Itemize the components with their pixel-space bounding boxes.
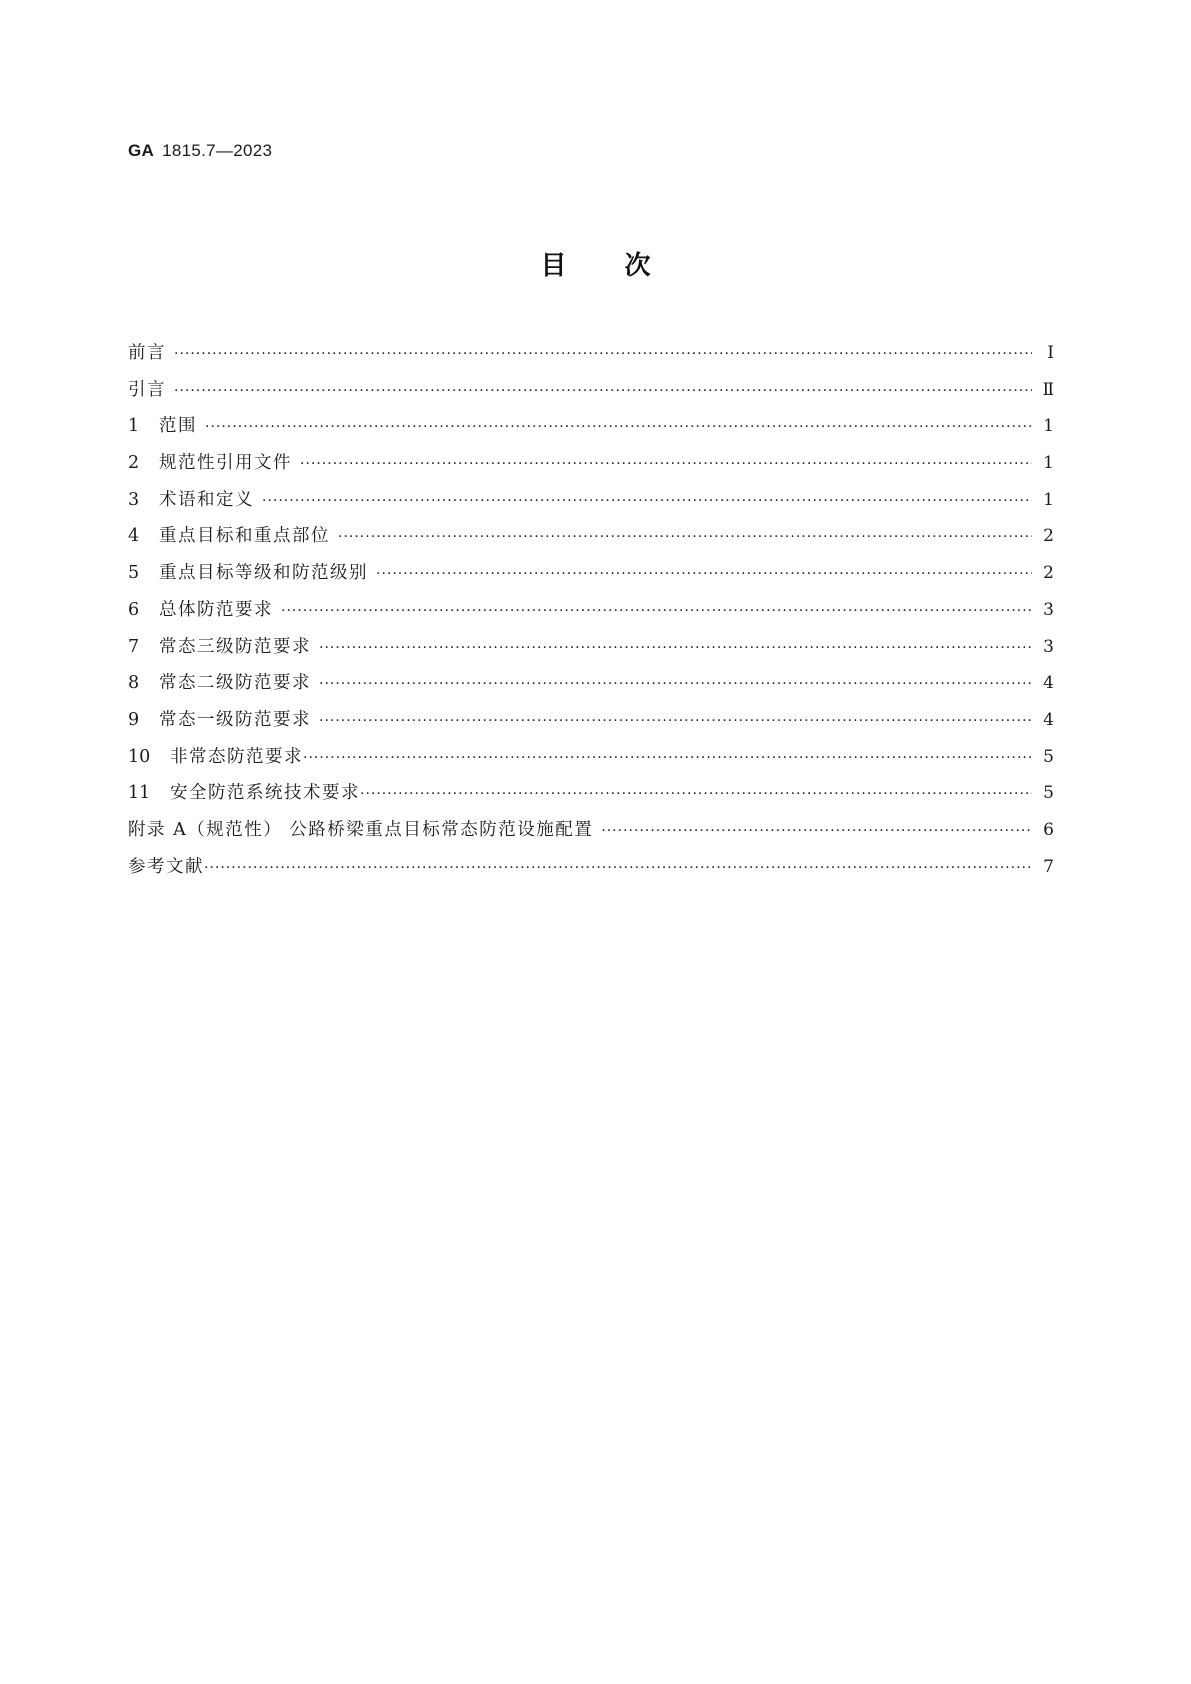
toc-leader-dots	[204, 857, 1032, 879]
toc-item-section-11[interactable]	[128, 782, 1054, 819]
toc-item-label: 参考文献	[128, 856, 204, 877]
toc-item-label: 常态二级防范要求	[159, 673, 311, 694]
toc-item-page: 3	[1043, 599, 1054, 620]
toc-item-label: 非常态防范要求	[170, 746, 303, 767]
standard-number: 1815.7—2023	[162, 141, 273, 160]
toc-item-page: 4	[1043, 673, 1054, 694]
toc-item-number: 3	[128, 489, 140, 510]
toc-item-section-4[interactable]	[128, 525, 1054, 562]
toc-item-number: 7	[128, 636, 140, 657]
toc-item-page: 5	[1043, 746, 1054, 767]
toc-item-page: 5	[1043, 783, 1054, 804]
standard-code	[128, 141, 272, 161]
toc-item-section-5[interactable]	[128, 562, 1054, 599]
toc-item-label: 附录 A（规范性） 公路桥梁重点目标常态防范设施配置	[128, 819, 594, 840]
toc-item-label: 前言	[128, 343, 166, 363]
toc-leader-dots	[376, 563, 1032, 585]
toc-leader-dots	[360, 783, 1032, 805]
toc-item-page: 2	[1043, 563, 1054, 584]
toc-item-section-6[interactable]	[128, 599, 1054, 636]
standard-prefix: GA	[128, 141, 155, 160]
toc-leader-dots	[205, 416, 1032, 438]
toc-item-label: 重点目标等级和防范级别	[159, 563, 368, 584]
toc-item-number: 10	[128, 746, 151, 767]
toc-leader-dots	[262, 490, 1032, 512]
toc-leader-dots	[303, 747, 1032, 769]
page-title: 目次	[540, 251, 709, 281]
toc-item-label: 范围	[159, 416, 197, 437]
toc-item-page: Ⅱ	[1042, 379, 1054, 400]
toc-item-page: 6	[1043, 819, 1054, 840]
toc-item-section-3[interactable]	[128, 489, 1054, 526]
toc-leader-dots	[174, 380, 1032, 402]
toc-item-label: 总体防范要求	[159, 599, 273, 620]
toc-item-label: 常态一级防范要求	[159, 709, 311, 730]
toc-item-page: 1	[1043, 489, 1054, 510]
toc-item-label: 重点目标和重点部位	[159, 526, 330, 547]
toc-item-number: 4	[128, 526, 140, 547]
toc-item-section-7[interactable]	[128, 636, 1054, 673]
toc-item-page: 2	[1043, 526, 1054, 547]
toc-item-page: 1	[1043, 453, 1054, 474]
toc-leader-dots	[319, 673, 1032, 695]
toc-item-number: 1	[128, 416, 140, 437]
toc-item-page: 7	[1043, 856, 1054, 877]
toc-item-page: 4	[1043, 709, 1054, 730]
toc-item-label: 安全防范系统技术要求	[170, 783, 360, 804]
toc-item-page: 3	[1043, 636, 1054, 657]
toc-item-number: 6	[128, 599, 140, 620]
toc-item-introduction[interactable]	[128, 379, 1054, 416]
toc-item-label: 术语和定义	[159, 489, 254, 510]
table-of-contents	[128, 342, 1054, 892]
toc-leader-dots	[300, 453, 1032, 475]
toc-item-section-2[interactable]	[128, 452, 1054, 489]
toc-item-label: 规范性引用文件	[159, 453, 292, 474]
toc-item-foreword[interactable]	[128, 342, 1054, 379]
toc-item-appendix-a[interactable]	[128, 819, 1054, 856]
toc-item-number: 11	[128, 783, 151, 804]
toc-item-number: 9	[128, 709, 140, 730]
toc-item-references[interactable]	[128, 856, 1054, 893]
toc-leader-dots	[338, 526, 1032, 548]
toc-leader-dots	[281, 600, 1032, 622]
toc-leader-dots	[174, 343, 1032, 365]
toc-item-number: 8	[128, 673, 140, 694]
toc-leader-dots	[601, 820, 1032, 842]
toc-item-section-8[interactable]	[128, 672, 1054, 709]
toc-item-label: 常态三级防范要求	[159, 636, 311, 657]
toc-leader-dots	[319, 637, 1032, 659]
toc-item-page: Ⅰ	[1047, 343, 1054, 363]
toc-item-label: 引言	[128, 379, 166, 400]
toc-item-number: 2	[128, 453, 140, 474]
toc-item-number: 5	[128, 563, 140, 584]
toc-item-section-10[interactable]	[128, 746, 1054, 783]
toc-item-section-1[interactable]	[128, 415, 1054, 452]
toc-item-section-9[interactable]	[128, 709, 1054, 746]
toc-item-page: 1	[1043, 416, 1054, 437]
toc-leader-dots	[319, 710, 1032, 732]
